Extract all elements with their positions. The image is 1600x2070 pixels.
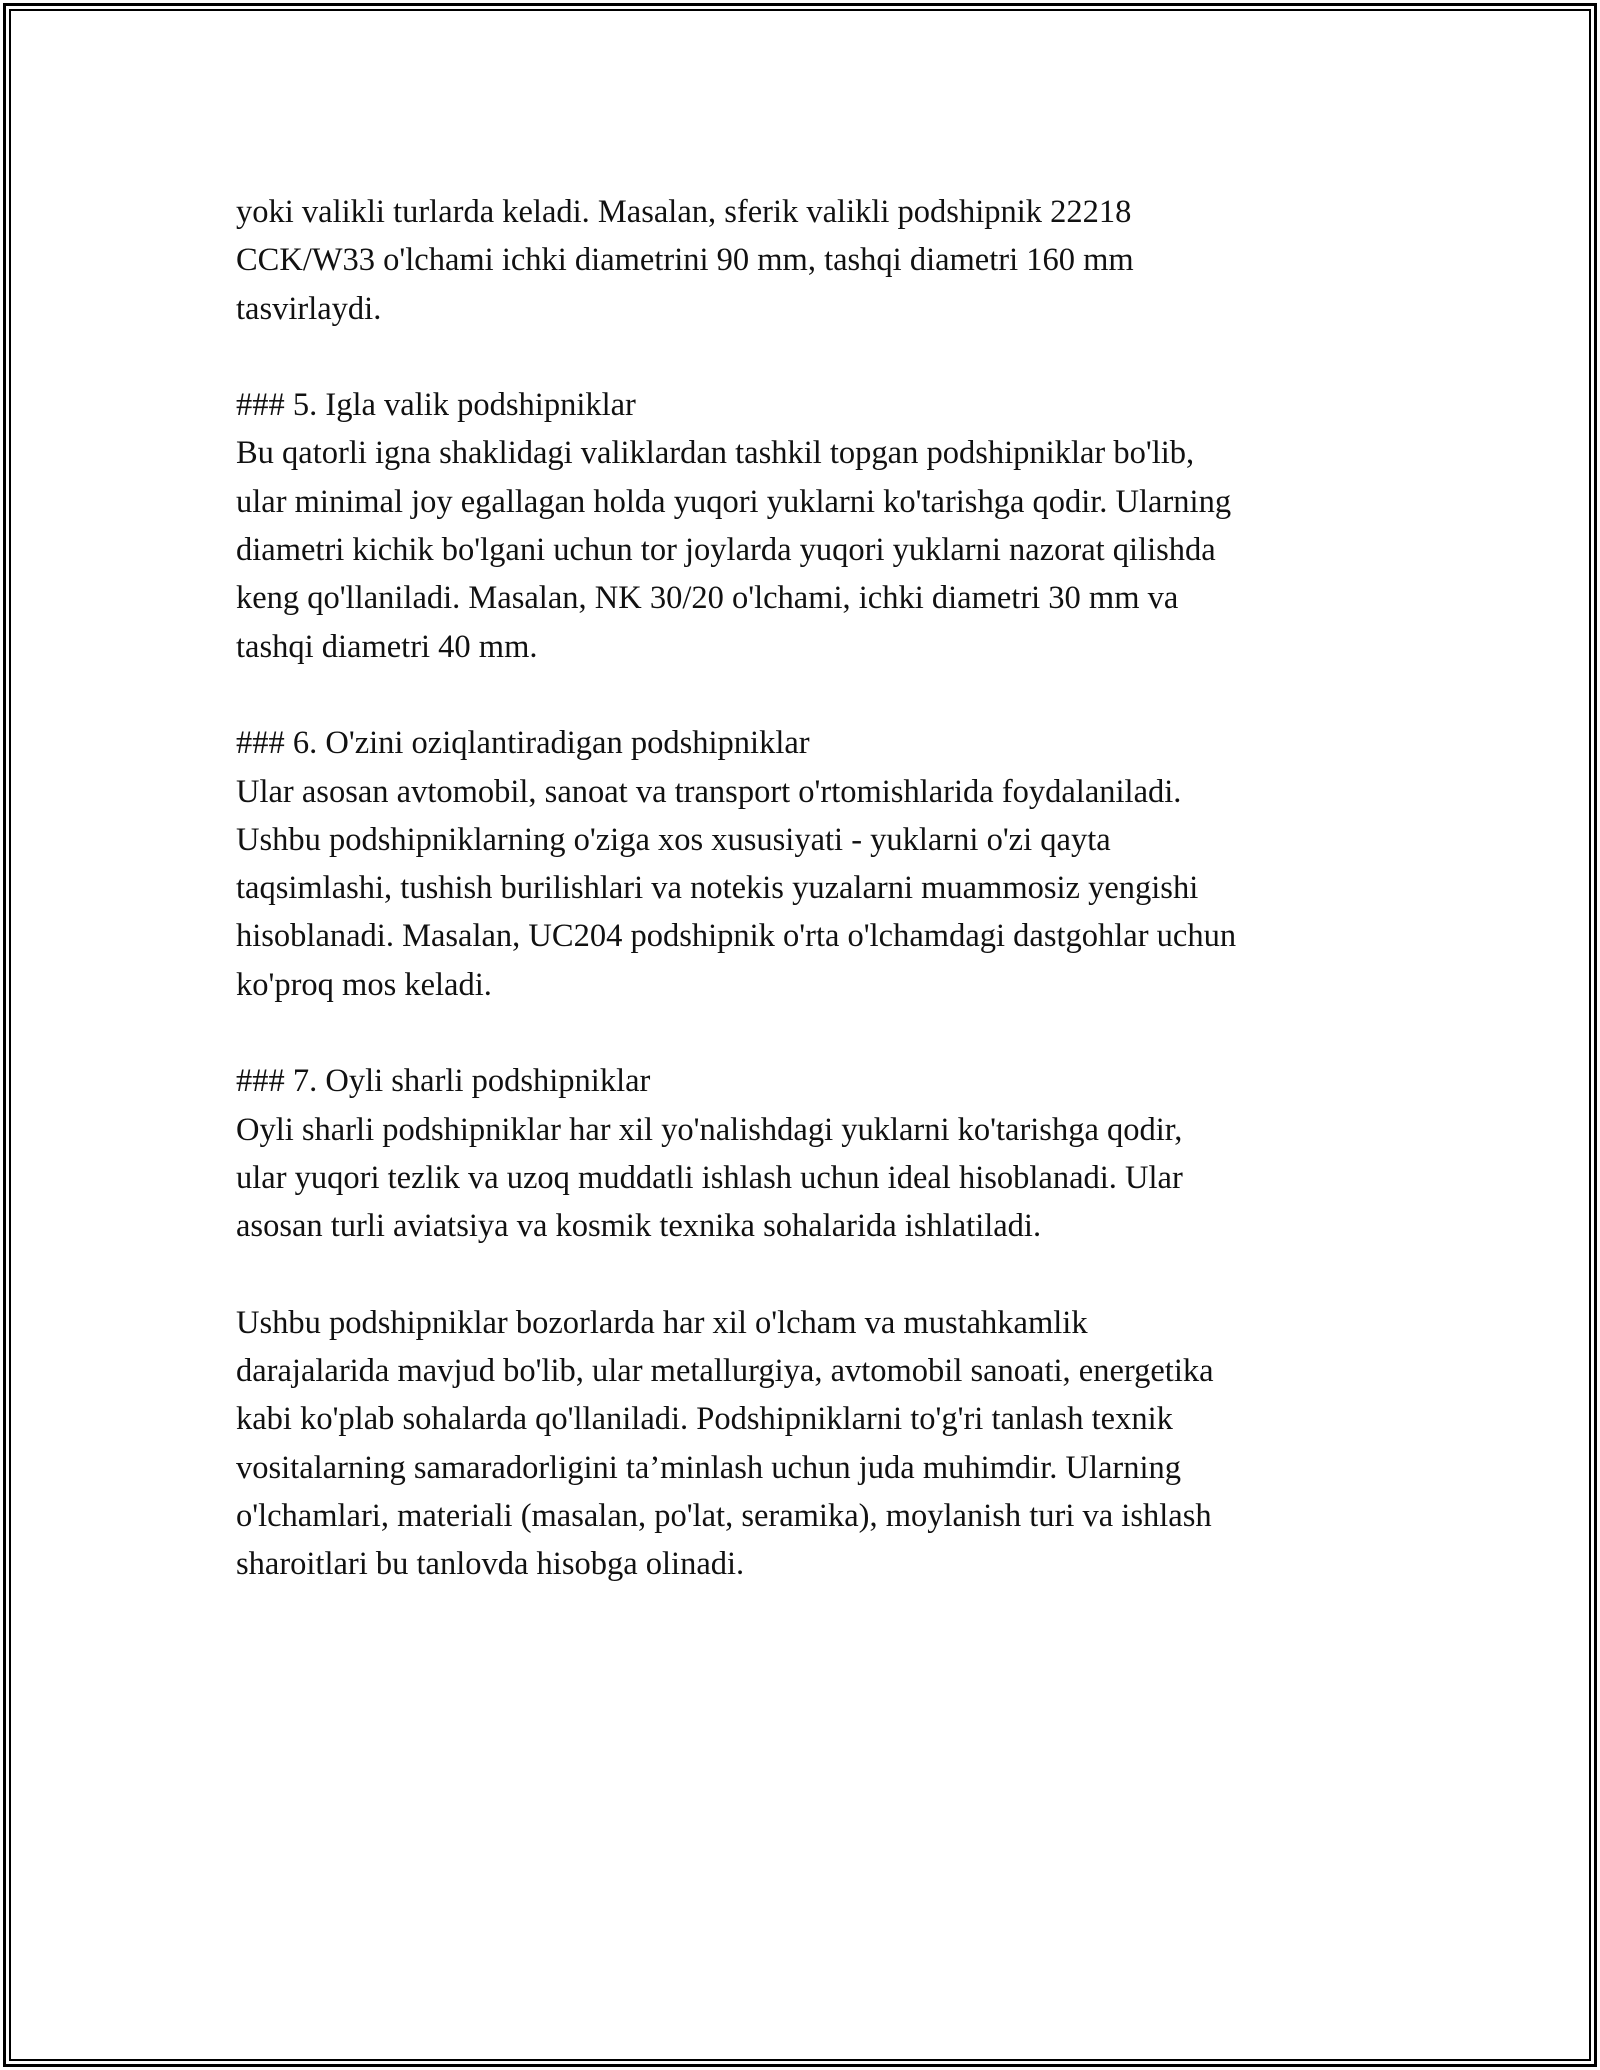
text-line: ko'proq mos keladi. <box>236 966 492 1003</box>
paragraph-conclusion <box>236 1299 1386 1589</box>
paragraph-spacer <box>236 1251 1386 1299</box>
text-line: tasvirlaydi. <box>236 290 382 327</box>
text-line: keng qo'llaniladi. Masalan, NK 30/20 o'lchami, ichki diametri 30 mm va <box>236 580 1179 617</box>
text-line: hisoblanadi. Masalan, UC204 podshipnik o'rta o'lchamdagi dastgohlar uchun <box>236 918 1237 955</box>
text-line: Ushbu podshipniklarning o'ziga xos xususiyati - yuklarni o'zi qayta <box>236 821 1111 858</box>
text-line: Oyli sharli podshipniklar har xil yo'nalishdagi yuklarni ko'tarishga qodir, <box>236 1111 1183 1148</box>
text-line: o'lchamlari, materiali (masalan, po'lat, seramika), moylanish turi va ishlash <box>236 1498 1212 1535</box>
section-heading: ### 7. Oyli sharli podshipniklar <box>236 1063 651 1100</box>
text-line: Bu qatorli igna shaklidagi valiklardan tashkil topgan podshipniklar bo'lib, <box>236 435 1195 472</box>
text-line: CCK/W33 o'lchami ichki diametrini 90 mm, tashqi diametri 160 mm <box>236 242 1134 279</box>
section-6 <box>236 719 1386 1009</box>
document-body <box>236 188 1386 1589</box>
text-line: asosan turli aviatsiya va kosmik texnika sohalarida ishlatiladi. <box>236 1208 1042 1245</box>
text-line: sharoitlari bu tanlovda hisobga olinadi. <box>236 1546 745 1583</box>
text-line: taqsimlashi, tushish burilishlari va notekis yuzalarni muammosiz yengishi <box>236 870 1199 907</box>
text-line: darajalarida mavjud bo'lib, ular metallurgiya, avtomobil sanoati, energetika <box>236 1353 1214 1390</box>
section-5 <box>236 381 1386 671</box>
paragraph-spacer <box>236 1009 1386 1057</box>
paragraph-intro <box>236 188 1386 333</box>
paragraph-spacer <box>236 333 1386 381</box>
text-line: ular yuqori tezlik va uzoq muddatli ishlash uchun ideal hisoblanadi. Ular <box>236 1159 1183 1196</box>
paragraph-spacer <box>236 671 1386 719</box>
text-line: Ular asosan avtomobil, sanoat va transport o'rtomishlarida foydalaniladi. <box>236 773 1182 810</box>
text-line: diametri kichik bo'lgani uchun tor joylarda yuqori yuklarni nazorat qilishda <box>236 532 1216 569</box>
text-line: Ushbu podshipniklar bozorlarda har xil o'lcham va mustahkamlik <box>236 1304 1088 1341</box>
text-line: tashqi diametri 40 mm. <box>236 628 538 665</box>
section-heading: ### 5. Igla valik podshipniklar <box>236 387 636 424</box>
section-heading: ### 6. O'zini oziqlantiradigan podshipniklar <box>236 725 810 762</box>
text-line: ular minimal joy egallagan holda yuqori yuklarni ko'tarishga qodir. Ularning <box>236 483 1232 520</box>
section-7 <box>236 1057 1386 1250</box>
text-line: yoki valikli turlarda keladi. Masalan, sferik valikli podshipnik 22218 <box>236 194 1132 230</box>
text-line: kabi ko'plab sohalarda qo'llaniladi. Podshipniklarni to'g'ri tanlash texnik <box>236 1401 1173 1438</box>
text-line: vositalarning samaradorligini ta’minlash uchun juda muhimdir. Ularning <box>236 1449 1182 1486</box>
